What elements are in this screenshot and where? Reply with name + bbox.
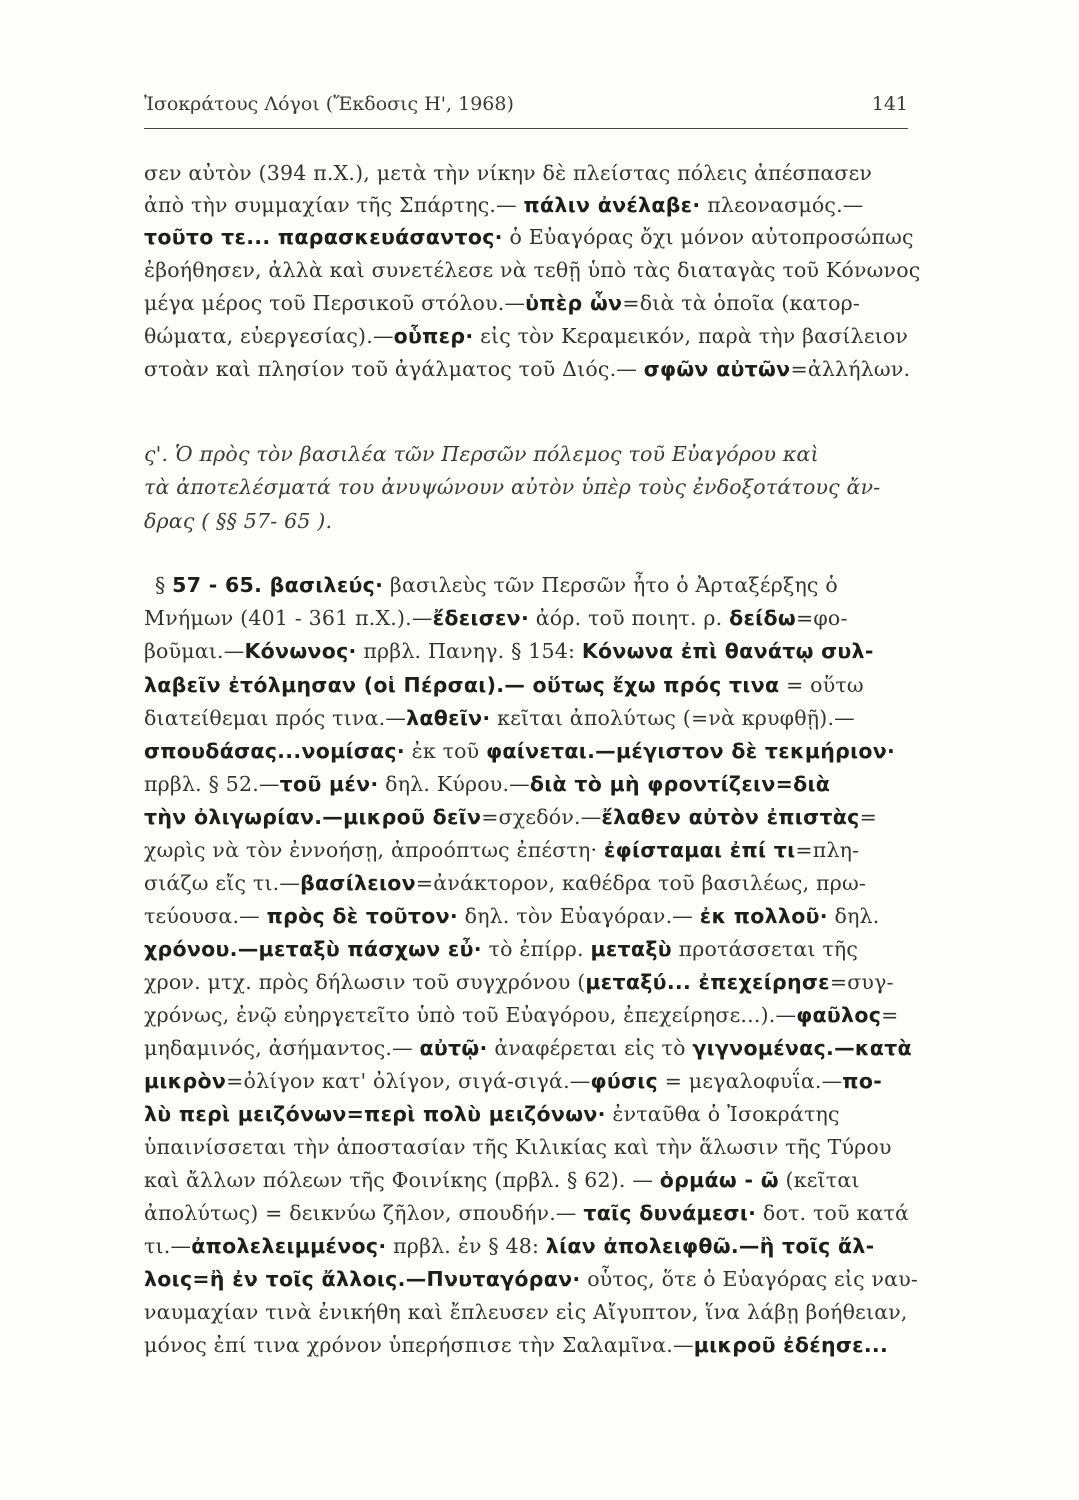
- text-line: χρόνου.—μεταξὺ πάσχων εὖ· τὸ ἐπίρρ. μεταξὺ προτάσσεται τῆς: [144, 937, 859, 961]
- text-line: χρον. μτχ. πρὸς δήλωσιν τοῦ συγχρόνου (μεταξύ... ἐπεχείρησε=συγ-: [144, 970, 894, 994]
- text-line: θώματα, εὐεργεσίας).—οὗπερ· εἰς τὸν Κεραμεικόν, παρὰ τὴν βασίλειον: [144, 324, 909, 348]
- page-number: 141: [871, 93, 908, 115]
- text-line: μικρὸν=ὀλίγον κατ' ὀλίγον, σιγά-σιγά.—φύσις = μεγαλοφυΐα.—πο-: [144, 1069, 883, 1093]
- text-line: μέγα μέρος τοῦ Περσικοῦ στόλου.—ὑπὲρ ὧν=διὰ τὰ ὁποῖα (κατορ-: [144, 291, 861, 315]
- text-line: τεύουσα.— πρὸς δὲ τοῦτον· δηλ. τὸν Εὐαγόραν.— ἐκ πολλοῦ· δηλ.: [144, 904, 880, 928]
- text-line: ναυμαχίαν τινὰ ἐνικήθη καὶ ἔπλευσεν εἰς Αἴγυπτον, ἵνα λάβῃ βοήθειαν,: [144, 1300, 908, 1324]
- text-line: λὺ περὶ μειζόνων=περὶ πολὺ μειζόνων· ἐνταῦθα ὁ Ἰσοκράτης: [144, 1102, 840, 1126]
- text-line: σεν αὐτὸν (394 π.Χ.), μετὰ τὴν νίκην δὲ πλείστας πόλεις ἀπέσπασεν: [144, 161, 873, 185]
- text-line: τι.—ἀπολελειμμένος· πρβλ. ἐν § 48: λίαν ἀπολειφθῶ.—ἢ τοῖς ἄλ-: [144, 1234, 875, 1258]
- text-line: ἀπὸ τὴν συμμαχίαν τῆς Σπάρτης.— πάλιν ἀνέλαβε· πλεονασμός.—: [144, 193, 864, 217]
- text-line: ἀπολύτως) = δεικνύω ζῆλον, σπουδήν.— ταῖς δυνάμεσι· δοτ. τοῦ κατά: [144, 1201, 910, 1225]
- text-line: λοις=ἢ ἐν τοῖς ἄλλοις.—Πνυταγόραν· οὗτος, ὅτε ὁ Εὐαγόρας εἰς ναυ-: [144, 1267, 919, 1291]
- text-line: σιάζω εἴς τι.—βασίλειον=ἀνάκτορον, καθέδρα τοῦ βασιλέως, πρω-: [144, 871, 867, 895]
- header-rule: [144, 128, 908, 129]
- section-heading-line: δρας ( §§ 57- 65 ).: [144, 509, 333, 533]
- text-line: στοὰν καὶ πλησίον τοῦ ἀγάλματος τοῦ Διός.— σφῶν αὐτῶν=ἀλλήλων.: [144, 357, 911, 381]
- text-line: ὑπαινίσσεται τὴν ἀποστασίαν τῆς Κιλικίας καὶ τὴν ἅλωσιν τῆς Τύρου: [144, 1135, 892, 1159]
- section-heading-line: ς'. Ὁ πρὸς τὸν βασιλέα τῶν Περσῶν πόλεμος τοῦ Εὐαγόρου καὶ: [144, 442, 819, 466]
- text-line: χωρὶς νὰ τὸν ἐννοήσῃ, ἀπροόπτως ἐπέστη· ἐφίσταμαι ἐπί τι=πλη-: [144, 838, 860, 862]
- header-title: Ἰσοκράτους Λόγοι (Ἔκδοσις Η', 1968): [144, 93, 514, 115]
- text-line: Μνήμων (401 - 361 π.Χ.).—ἔδεισεν· ἀόρ. τοῦ ποιητ. ρ. δείδω=φο-: [144, 606, 848, 630]
- text-line: λαβεῖν ἐτόλμησαν (οἱ Πέρσαι).— οὕτως ἔχω πρός τινα = οὕτω: [144, 673, 864, 697]
- text-line: μόνος ἐπί τινα χρόνον ὑπερήσπισε τὴν Σαλαμῖνα.—μικροῦ ἐδέησε...: [144, 1333, 889, 1357]
- text-line: διατείθεμαι πρός τινα.—λαθεῖν· κεῖται ἀπολύτως (=νὰ κρυφθῇ).—: [144, 706, 855, 730]
- text-line: πρβλ. § 52.—τοῦ μέν· δηλ. Κύρου.—διὰ τὸ μὴ φροντίζειν=διὰ: [144, 772, 831, 796]
- text-line: σπουδάσας...νομίσας· ἐκ τοῦ φαίνεται.—μέγιστον δὲ τεκμήριον·: [144, 739, 896, 763]
- text-line: ἐβοήθησεν, ἀλλὰ καὶ συνετέλεσε νὰ τεθῇ ὑπὸ τὰς διαταγὰς τοῦ Κόνωνος: [144, 258, 921, 282]
- text-line: χρόνως, ἐνῷ εὐηργετεῖτο ὑπὸ τοῦ Εὐαγόρου, ἐπεχείρησε...).—φαῦλος=: [144, 1003, 899, 1027]
- text-line: τὴν ὀλιγωρίαν.—μικροῦ δεῖν=σχεδόν.—ἔλαθεν αὐτὸν ἐπιστὰς=: [144, 805, 877, 829]
- text-line: βοῦμαι.—Κόνωνος· πρβλ. Πανηγ. § 154: Κόνωνα ἐπὶ θανάτῳ συλ-: [144, 639, 874, 663]
- running-header: [144, 93, 908, 123]
- text-line: καὶ ἄλλων πόλεων τῆς Φοινίκης (πρβλ. § 62). — ὁρμάω - ῶ (κεῖται: [144, 1168, 860, 1192]
- text-line: § 57 - 65. βασιλεύς· βασιλεὺς τῶν Περσῶν ἦτο ὁ Ἀρταξέρξης ὁ: [155, 573, 838, 597]
- text-line: τοῦτο τε... παρασκευάσαντος· ὁ Εὐαγόρας ὄχι μόνον αὐτοπροσώπως: [144, 225, 914, 249]
- text-line: μηδαμινός, ἀσήμαντος.— αὐτῷ· ἀναφέρεται εἰς τὸ γιγνομένας.—κατὰ: [144, 1036, 912, 1060]
- section-heading-line: τὰ ἀποτελέσματά του ἀνυψώνουν αὐτὸν ὑπὲρ τοὺς ἐνδοξοτάτους ἄν-: [144, 475, 881, 499]
